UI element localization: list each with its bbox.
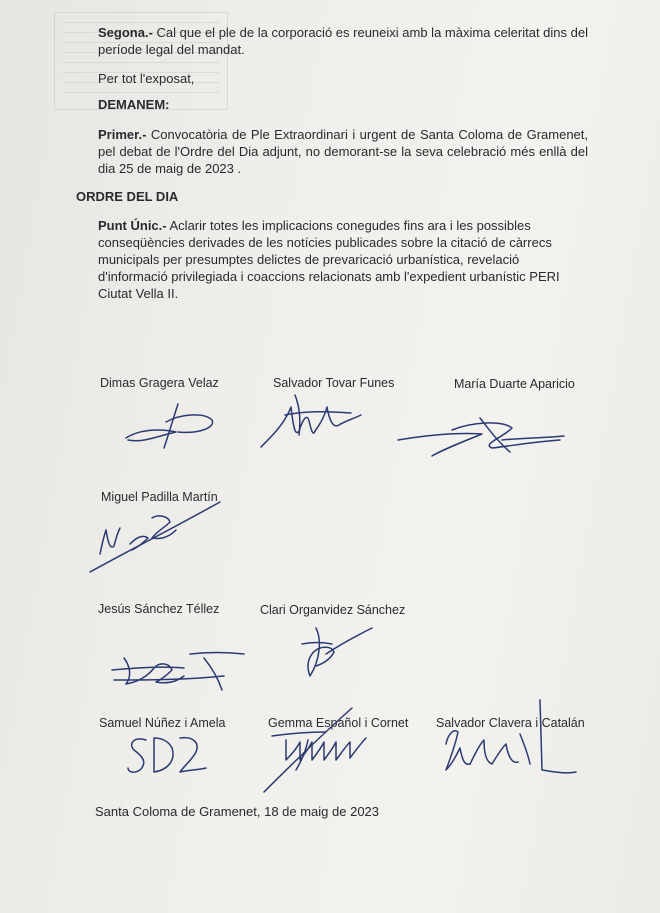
signature-8 — [256, 700, 386, 800]
punt-unic-text: Aclarir totes les implicacions conegudes fins ara i les possibles conseqüències derivades de les notícies publicades sobre la citació de càrrecs municipals per presumptes delictes de prevaricació urbanística, revelació d'informació privilegiada i coaccions relacionats amb l'expedient urbanístic PERI Ciutat Vella II. — [98, 218, 560, 301]
signatory-name-4: Miguel Padilla Martín — [101, 490, 218, 504]
signatory-name-3: María Duarte Aparicio — [454, 377, 575, 391]
signature-7 — [122, 730, 212, 780]
signatory-name-2: Salvador Tovar Funes — [273, 376, 395, 390]
segona-paragraph — [98, 24, 588, 58]
signature-2 — [255, 385, 365, 457]
punt-unic-label: Punt Únic.- — [98, 218, 167, 233]
signature-4 — [86, 494, 226, 578]
signatory-name-8: Gemma Español i Cornet — [268, 716, 409, 730]
signature-5 — [104, 640, 254, 696]
primer-paragraph — [98, 126, 588, 177]
signature-3 — [392, 412, 572, 460]
demanem-heading: DEMANEM: — [98, 97, 170, 112]
segona-text: Cal que el ple de la corporació es reuneixi amb la màxima celeritat dins del període legal del mandat. — [98, 25, 588, 57]
ordre-del-dia-heading: ORDRE DEL DIA — [76, 189, 179, 204]
per-tot-text: Per tot l'exposat, — [98, 71, 195, 86]
primer-text: Convocatòria de Ple Extraordinari i urgent de Santa Coloma de Gramenet, pel debat de l'Ordre del Dia adjunt, no demorant-se la seva celebració més enllà del dia 25 de maig de 2023 . — [98, 127, 588, 176]
signatory-name-1: Dimas Gragera Velaz — [100, 376, 219, 390]
signature-9 — [436, 694, 580, 784]
signatory-name-9: Salvador Clavera i Catalán — [436, 716, 585, 730]
signatory-name-5: Jesús Sánchez Téllez — [98, 602, 220, 616]
signature-1 — [118, 398, 228, 458]
closing-date-line: Santa Coloma de Gramenet, 18 de maig de 2023 — [95, 804, 380, 819]
segona-label: Segona.- — [98, 25, 153, 40]
signatory-name-6: Clari Organvidez Sánchez — [260, 603, 406, 617]
punt-unic-paragraph — [98, 217, 590, 302]
signature-6 — [292, 620, 382, 686]
primer-label: Primer.- — [98, 127, 147, 142]
signatory-name-7: Samuel Núñez i Amela — [99, 716, 226, 730]
